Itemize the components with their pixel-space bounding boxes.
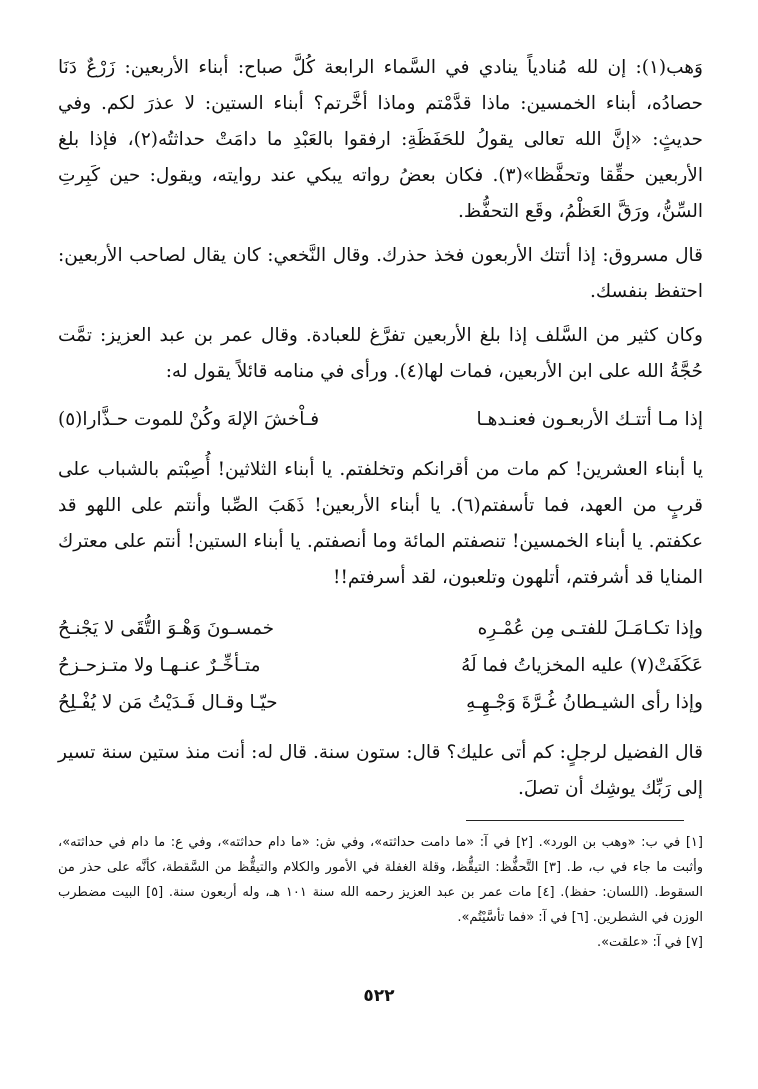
- poem-second-half: متـأخِّـرٌ عنـهـا ولا متـزحـزحُ: [58, 655, 261, 676]
- page-number: ٥٢٢: [363, 986, 395, 1006]
- poem-line: [58, 684, 703, 721]
- paragraph-salaf: وكان كثير من السَّلف إذا بلغ الأربعين تفرَّغ للعبادة. وقال عمر بن عبد العزيز: تمَّت حُجَّةُ الله على ابن الأربعين، فمات لها(٤). ورأى في منامه قائلاً يقول له:: [58, 325, 703, 382]
- footnotes: [58, 830, 703, 955]
- poem: [58, 610, 703, 721]
- paragraph-fudayl: قال الفضيل لرجلٍ: كم أتى عليك؟ قال: ستون سنة. قال له: أنت منذ ستين سنة تسير إلى رَبِّك يوشِك أن تصلَ.: [58, 742, 703, 799]
- footnote-marker: [٧]: [685, 935, 703, 950]
- footnote-marker: [٤]: [537, 885, 555, 900]
- poem-first-half: وإذا رأى الشيـطانُ غُـرَّةَ وَجْـهِـهِ: [466, 692, 703, 713]
- verse-line: [58, 402, 703, 438]
- poem-line: [58, 610, 703, 647]
- footnote-marker: [٥]: [146, 885, 164, 900]
- paragraph-wahb: وَهب(١): إن لله مُنادياً ينادي في السَّماء الرابعة كُلَّ صباح: أبناء الأربعين: زَرْعٌ دَنَا حصادُه، أبناء الخمسين: ماذا قدَّمْتم وماذا أخَّرتم؟ أبناء الستين: لا عذرَ لكم. وفي حديثٍ: «إنَّ الله تعالى يقولُ للحَفَظَةِ: ارفقوا بالعَبْدِ ما دامَتْ حداثتُه(٢)، فإذا بلغ الأربعين حقِّقا وتحفَّظا»(٣). فكان بعضُ رواته يبكي عند روايته، ويقول: حين كَبِرتِ السِّنُّ، ورَقَّ العَظْمُ، وقَع التحفُّظ.: [58, 57, 703, 222]
- footnote-marker: [٣]: [543, 860, 562, 875]
- footnote-marker: [١]: [685, 835, 703, 850]
- poem-first-half: وإذا تكـامَـلَ للفتـى مِن عُمْـرِه: [477, 618, 703, 639]
- footnote-divider: [466, 820, 684, 821]
- footnote-4: مات عمر بن عبد العزيز رحمه الله سنة ١٠١ هـ، وله أربعون سنة.: [168, 885, 532, 900]
- footnote-marker: [٦]: [571, 910, 589, 925]
- paragraph-ages: يا أبناء العشرين! كم مات من أقرانكم وتخلفتم. يا أبناء الثلاثين! أُصِبْتم بالشباب على قربٍ من العهد، فما تأسفتم(٦). يا أبناء الأربعين! ذَهَبَ الصِّبا وأنتم على اللهو قد عكفتم. يا أبناء الخمسين! تنصفتم المائة وما أنصفتم. يا أبناء الستين! أنتم على معترك المنايا قد أشرفتم، أتلهون وتلعبون، لقد أسرفتم!!: [58, 459, 703, 588]
- poem-line: [58, 647, 703, 684]
- footnote-7: في آ: «علقت».: [596, 935, 682, 950]
- footnote-marker: [٢]: [515, 835, 534, 850]
- footnote-3: التَّحفُّظ: التيقُّظ، وقلة الغفلة في الأمور والكلام والتيقُّظ من السَّقطة، كأنَّه على حذر من السقوط. (اللسان: حفظ).: [58, 860, 703, 900]
- poem-first-half: عَكَفَتْ(٧) عليه المخزياتُ فما لَهُ: [461, 655, 703, 676]
- footnote-6: في آ: «فما تأسَّيْتُم».: [457, 910, 568, 925]
- footnote-5: البيت مضطرب الوزن في الشطرين.: [58, 885, 703, 925]
- poem-second-half: حيّـا وقـال فَـدَيْتُ مَن لا يُفْـلِحُ: [58, 692, 278, 713]
- verse-first-half: إذا مـا أتتـك الأربعـون فعنـدهـا: [476, 409, 703, 430]
- poem-second-half: خمسـونَ وَهْـوَ التُّقَى لا يَجْنـحُ: [58, 618, 275, 639]
- paragraph-masruq: قال مسروق: إذا أتتك الأربعون فخذ حذرك. وقال النَّخعي: كان يقال لصاحب الأربعين: احتفظ بنفسك.: [58, 245, 703, 302]
- footnote-2: في آ: «ما دامت حداثته»، وفي ش: «ما دام حداثته»، وفي ع: ما دام في حداثته»، وأثبت ما جاء في ب، ط.: [58, 835, 703, 875]
- main-text: [58, 50, 703, 807]
- verse-second-half: فـاْخشَ الإلهَ وكُنْ للموت حـذَّارا(٥): [58, 409, 320, 430]
- footnote-1: في ب: «وهب بن الورد».: [538, 835, 681, 850]
